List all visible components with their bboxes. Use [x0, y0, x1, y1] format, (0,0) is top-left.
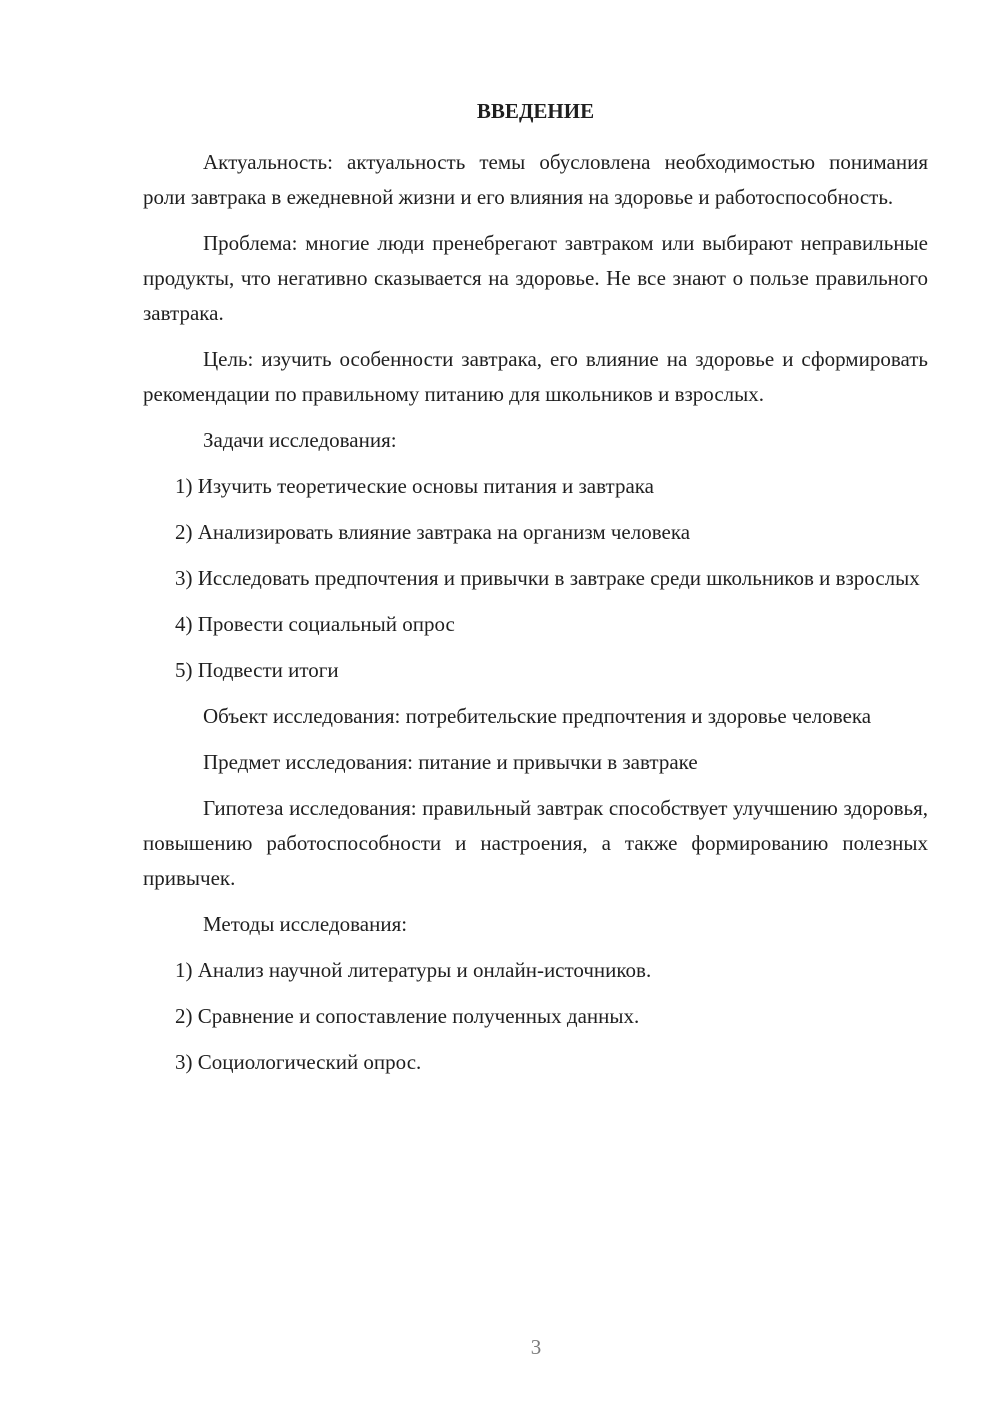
paragraph-object: Объект исследования: потребительские предпочтения и здоровье человека — [203, 704, 872, 728]
methods-heading: Методы исследования: — [203, 912, 408, 936]
tasks-heading: Задачи исследования: — [203, 428, 397, 452]
method-item-1: 1) Анализ научной литературы и онлайн-источников. — [175, 958, 652, 982]
paragraph-problem: Проблема: многие люди пренебрегают завтраком или выбирают неправильные продукты, что негативно сказывается на здоровье. Не все знают о пользе правильного завтрака. — [143, 231, 928, 325]
method-item-2: 2) Сравнение и сопоставление полученных данных. — [175, 1004, 640, 1028]
task-item-1: 1) Изучить теоретические основы питания и завтрака — [175, 474, 654, 498]
section-title: ВВЕДЕНИЕ — [476, 99, 595, 123]
paragraph-hypothesis: Гипотеза исследования: правильный завтрак способствует улучшению здоровья, повышению работоспособности и настроения, а также формированию полезных привычек. — [143, 796, 928, 890]
task-item-2: 2) Анализировать влияние завтрака на организм человека — [175, 520, 691, 544]
page-number: 3 — [530, 1335, 542, 1359]
document-body — [143, 95, 928, 1091]
task-item-4: 4) Провести социальный опрос — [175, 612, 455, 636]
task-item-3: 3) Исследовать предпочтения и привычки в завтраке среди школьников и взрослых — [175, 566, 920, 590]
method-item-3: 3) Социологический опрос. — [175, 1050, 422, 1074]
paragraph-subject: Предмет исследования: питание и привычки в завтраке — [203, 750, 698, 774]
task-item-5: 5) Подвести итоги — [175, 658, 339, 682]
paragraph-relevance: Актуальность: актуальность темы обусловлена необходимостью понимания роли завтрака в ежедневной жизни и его влияния на здоровье и работоспособность. — [143, 150, 928, 209]
paragraph-goal: Цель: изучить особенности завтрака, его влияние на здоровье и сформировать рекомендации по правильному питанию для школьников и взрослых. — [143, 347, 928, 406]
